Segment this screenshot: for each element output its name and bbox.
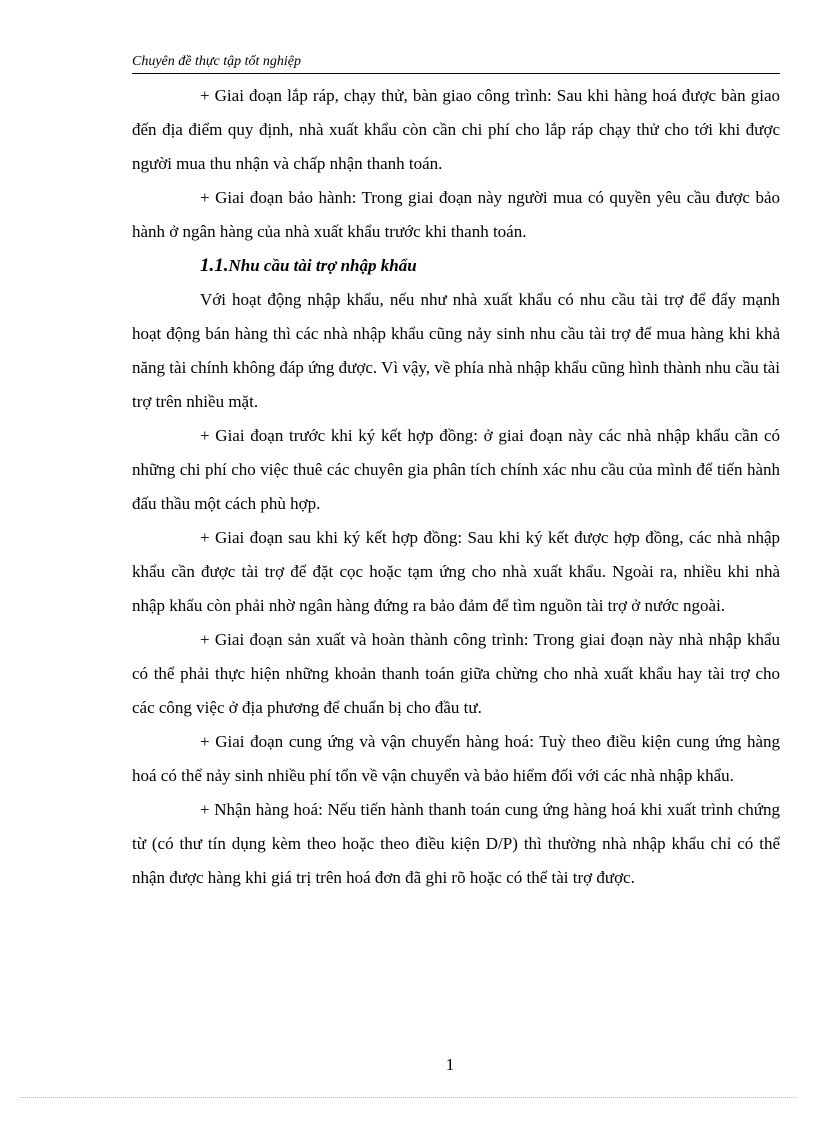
paragraph-production-stage: + Giai đoạn sản xuất và hoàn thành công trình: Trong giai đoạn này nhà nhập khẩu có thể phải thực hiện những khoản thanh toán giữa chừng cho nhà xuất khẩu hay tài trợ cho các công việc ở địa phương để chuẩn bị cho đầu tư. <box>132 630 780 717</box>
paragraph-post-contract-stage: + Giai đoạn sau khi ký kết hợp đồng: Sau khi ký kết được hợp đồng, các nhà nhập khẩu cần được tài trợ để đặt cọc hoặc tạm ứng cho nhà xuất khẩu. Ngoài ra, nhiều khi nhà nhập khẩu còn phải nhờ ngân hàng đứng ra bảo đảm để tìm nguồn tài trợ ở nước ngoài. <box>132 528 780 615</box>
paragraph-warranty-stage: + Giai đoạn bảo hành: Trong giai đoạn này người mua có quyền yêu cầu được bảo hành ở ngân hàng của nhà xuất khẩu trước khi thanh toán. <box>132 188 780 241</box>
paragraph-import-intro: Với hoạt động nhập khẩu, nếu như nhà xuất khẩu có nhu cầu tài trợ để đẩy mạnh hoạt động bán hàng thì các nhà nhập khẩu cũng nảy sinh nhu cầu tài trợ để mua hàng khi khả năng tài chính không đáp ứng được. Vì vậy, về phía nhà nhập khẩu cũng hình thành nhu cầu tài trợ trên nhiều mặt. <box>132 290 780 411</box>
section-number: 1.1. <box>200 255 229 276</box>
footer-rule <box>20 1097 796 1098</box>
paragraph-supply-transport-stage: + Giai đoạn cung ứng và vận chuyển hàng hoá: Tuỳ theo điều kiện cung ứng hàng hoá có thể nảy sinh nhiều phí tổn về vận chuyển và bảo hiểm đối với các nhà nhập khẩu. <box>132 732 780 785</box>
section-title: Nhu cầu tài trợ nhập khẩu <box>228 256 417 275</box>
paragraph-pre-contract-stage: + Giai đoạn trước khi ký kết hợp đồng: ở giai đoạn này các nhà nhập khẩu cần có những chi phí cho việc thuê các chuyên gia phân tích chính xác nhu cầu của mình để tiến hành đấu thầu một cách phù hợp. <box>132 426 780 513</box>
running-header: Chuyên đề thực tập tốt nghiệp <box>132 54 301 69</box>
page-number: 1 <box>445 1055 455 1074</box>
header-rule <box>132 73 780 74</box>
paragraph-goods-receipt: + Nhận hàng hoá: Nếu tiến hành thanh toán cung ứng hàng hoá khi xuất trình chứng từ (có thư tín dụng kèm theo hoặc theo điều kiện D/P) thì thường nhà nhập khẩu chỉ có thể nhận được hàng khi giá trị trên hoá đơn đã ghi rõ hoặc có thể tài trợ được. <box>132 800 780 887</box>
page-body <box>132 79 780 895</box>
paragraph-installation-stage: + Giai đoạn lắp ráp, chạy thử, bàn giao công trình: Sau khi hàng hoá được bàn giao đến địa điểm quy định, nhà xuất khẩu còn cần chi phí cho lắp ráp chạy thử cho tới khi được người mua thu nhận và chấp nhận thanh toán. <box>132 86 780 173</box>
section-heading <box>200 249 780 283</box>
